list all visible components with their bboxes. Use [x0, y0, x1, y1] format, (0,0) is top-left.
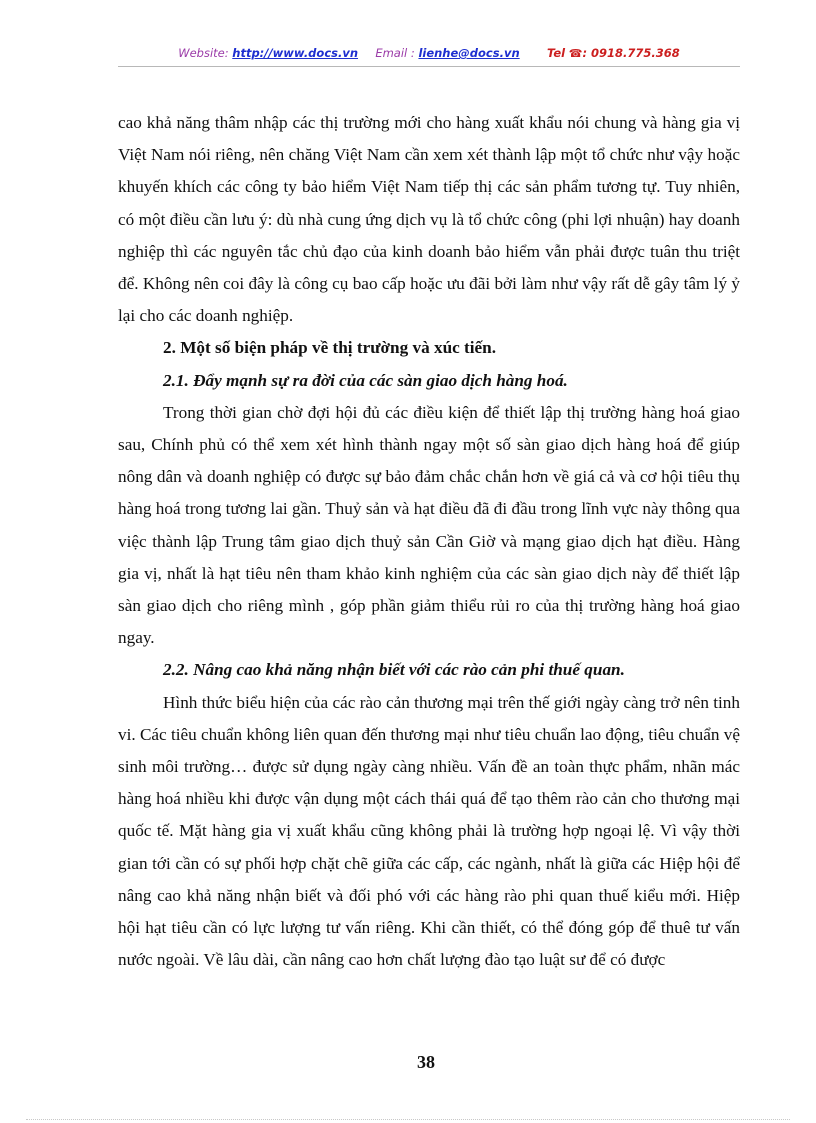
tel-number: : 0918.775.368 [582, 46, 680, 60]
page-number: 38 [417, 1052, 435, 1072]
telephone-icon: ☎ [568, 47, 583, 60]
website-label: Website: [178, 46, 229, 60]
footer-divider [26, 1119, 790, 1120]
subsection-heading-2-1: 2.1. Đẩy mạnh sự ra đời của các sàn giao dịch hàng hoá. [163, 370, 568, 390]
tel-label: Tel [546, 46, 566, 60]
header-divider [118, 66, 740, 67]
section-heading-2: 2. Một số biện pháp về thị trường và xúc tiến. [163, 338, 497, 358]
email-label: Email : [375, 46, 415, 60]
paragraph-2-2: Hình thức biểu hiện của các rào cản thương mại trên thế giới ngày càng trở nên tinh vi. Các tiêu chuẩn không liên quan đến thương mại như tiêu chuẩn lao động, tiêu chuẩn vệ sinh môi trường… được sử dụng ngày càng nhiều. Vấn đề an toàn thực phẩm, nhãn mác hàng hoá nhiều khi được vận dụng một cách thái quá để tạo thêm rào cản cho thương mại quốc tế. Mặt hàng gia vị xuất khẩu cũng không phải là trường hợp ngoại lệ. Vì vậy thời gian tới cần có sự phối hợp chặt chẽ giữa các cấp, các ngành, nhất là giữa các Hiệp hội để nâng cao khả năng nhận biết và đối phó với các hàng rào phi quan thuế kiểu mới. Hiệp hội hạt tiêu cần có lực lượng tư vấn riêng. Khi cần thiết, có thể đóng góp để thuê tư vấn nước ngoài. Về lâu dài, cần nâng cao hơn chất lượng đào tạo luật sư để có được [118, 692, 740, 970]
subsection-heading-2-2: 2.2. Nâng cao khả năng nhận biết với các rào cản phi thuế quan. [163, 660, 625, 680]
paragraph-2-1: Trong thời gian chờ đợi hội đủ các điều kiện để thiết lập thị trường hàng hoá giao sau, Chính phủ có thể xem xét hình thành ngay một số sàn giao dịch hàng hoá để giúp nông dân và doanh nghiệp có được sự bảo đảm chắc chắn hơn về giá cả và cơ hội tiêu thụ hàng hoá trong tương lai gần. Thuỷ sản và hạt điều đã đi đầu trong lĩnh vực này thông qua việc thành lập Trung tâm giao dịch thuỷ sản Cần Giờ và mạng giao dịch hạt điều. Hàng gia vị, nhất là hạt tiêu nên tham khảo kinh nghiệm của các sàn giao dịch này để thiết lập sàn giao dịch cho riêng mình , góp phần giảm thiểu rủi ro của thị trường hàng hoá giao ngay. [118, 402, 740, 648]
email-link[interactable]: lienhe@docs.vn [418, 46, 520, 60]
document-body [118, 107, 740, 976]
website-link[interactable]: http://www.docs.vn [232, 46, 359, 60]
page-header [118, 46, 740, 60]
paragraph-continued: cao khả năng thâm nhập các thị trường mới cho hàng xuất khẩu nói chung và hàng gia vị Việt Nam nói riêng, nên chăng Việt Nam cần xem xét thành lập một tổ chức như vậy hoặc khuyến khích các công ty bảo hiểm Việt Nam tiếp thị các sản phẩm tương tự. Tuy nhiên, có một điều cần lưu ý: dù nhà cung ứng dịch vụ là tổ chức công (phi lợi nhuận) hay doanh nghiệp thì các nguyên tắc chủ đạo của kinh doanh bảo hiểm vẫn phải được tuân thu triệt để. Không nên coi đây là công cụ bao cấp hoặc ưu đãi bởi làm như vậy rất dễ gây tâm lý ỷ lại cho các doanh nghiệp. [118, 113, 740, 326]
